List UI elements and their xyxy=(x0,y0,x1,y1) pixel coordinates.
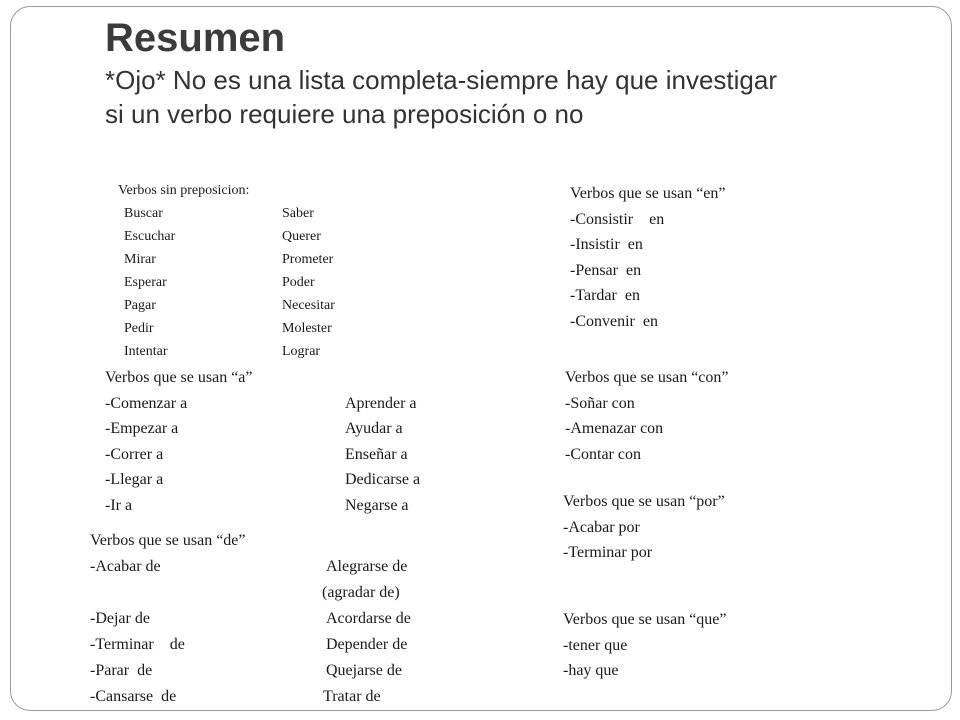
de-section xyxy=(90,528,486,710)
con-item: -Soñar con xyxy=(565,394,635,412)
a-grid xyxy=(105,391,505,519)
a-item: Ayudar a xyxy=(345,420,403,437)
de-item: Alegrarse de xyxy=(326,557,408,575)
sin-item: Intentar xyxy=(124,344,168,359)
page-title: Resumen xyxy=(105,16,286,60)
a-item: -Empezar a xyxy=(105,420,179,437)
sin-item: Prometer xyxy=(282,252,334,267)
de-item: Tratar de xyxy=(323,687,381,705)
en-item: -Convenir en xyxy=(570,312,658,330)
por-item: -Acabar por xyxy=(563,518,640,536)
que-heading: Verbos que se usan “que” xyxy=(563,611,727,628)
a-item: Negarse a xyxy=(345,496,409,514)
sin-item: Saber xyxy=(282,206,314,221)
sin-item: Molester xyxy=(282,321,332,336)
de-item: Depender de xyxy=(326,635,408,653)
subtitle-line-2: si un verbo requiere una preposición o no xyxy=(105,99,584,129)
que-section xyxy=(563,607,727,684)
por-heading: Verbos que se usan “por” xyxy=(563,493,725,510)
de-item: Quejarse de xyxy=(326,661,402,679)
a-item: Aprender a xyxy=(345,394,417,412)
en-item: -Pensar en xyxy=(570,261,642,279)
de-item: -Acabar de xyxy=(90,557,161,575)
a-heading: Verbos que se usan “a” xyxy=(105,369,253,386)
en-heading: Verbos que se usan “en” xyxy=(570,185,726,202)
a-item: -Ir a xyxy=(105,496,133,514)
title-block xyxy=(105,14,925,130)
por-item: -Terminar por xyxy=(563,544,653,561)
que-item: -tener que xyxy=(563,636,628,654)
con-heading: Verbos que se usan “con” xyxy=(565,369,729,386)
sin-item: Poder xyxy=(282,275,315,290)
con-item: -Contar con xyxy=(565,445,641,463)
en-item: -Tardar en xyxy=(570,287,640,304)
en-section xyxy=(570,181,726,334)
de-item: -Cansarse de xyxy=(90,687,177,705)
con-section xyxy=(565,365,729,467)
de-grid xyxy=(90,554,486,710)
sin-item: Buscar xyxy=(124,206,163,221)
de-item: -Parar de xyxy=(90,661,153,679)
sin-item: Pedir xyxy=(124,321,154,336)
a-item: -Comenzar a xyxy=(105,394,188,412)
a-item: -Correr a xyxy=(105,445,164,463)
a-item: Dedicarse a xyxy=(345,471,421,488)
sin-item: Necesitar xyxy=(282,298,335,313)
a-item: Enseñar a xyxy=(345,445,408,463)
que-item: -hay que xyxy=(563,662,619,679)
en-item: -Insistir en xyxy=(570,236,643,253)
sin-preposicion-section xyxy=(118,180,422,363)
sin-item: Pagar xyxy=(124,298,156,313)
de-item: -Terminar de xyxy=(90,635,185,653)
sin-preposicion-heading: Verbos sin preposicion: xyxy=(118,183,250,198)
sin-preposicion-grid xyxy=(124,202,422,363)
de-item: Acordarse de xyxy=(326,609,411,627)
de-item: -Dejar de xyxy=(90,609,150,627)
sin-item: Lograr xyxy=(282,344,321,359)
por-section xyxy=(563,489,725,566)
subtitle-line-1: *Ojo* No es una lista completa-siempre hay que investigar xyxy=(105,65,778,95)
en-item: -Consistir en xyxy=(570,210,665,228)
sin-item: Mirar xyxy=(124,252,156,267)
a-section xyxy=(105,365,505,518)
de-item: (agradar de) xyxy=(322,583,400,601)
de-heading: Verbos que se usan “de” xyxy=(90,532,246,549)
de-item xyxy=(90,580,326,606)
a-item: -Llegar a xyxy=(105,471,164,488)
sin-item: Querer xyxy=(282,229,321,244)
sin-item: Esperar xyxy=(124,275,167,290)
con-item: -Amenazar con xyxy=(565,420,664,437)
sin-item: Escuchar xyxy=(124,229,176,244)
